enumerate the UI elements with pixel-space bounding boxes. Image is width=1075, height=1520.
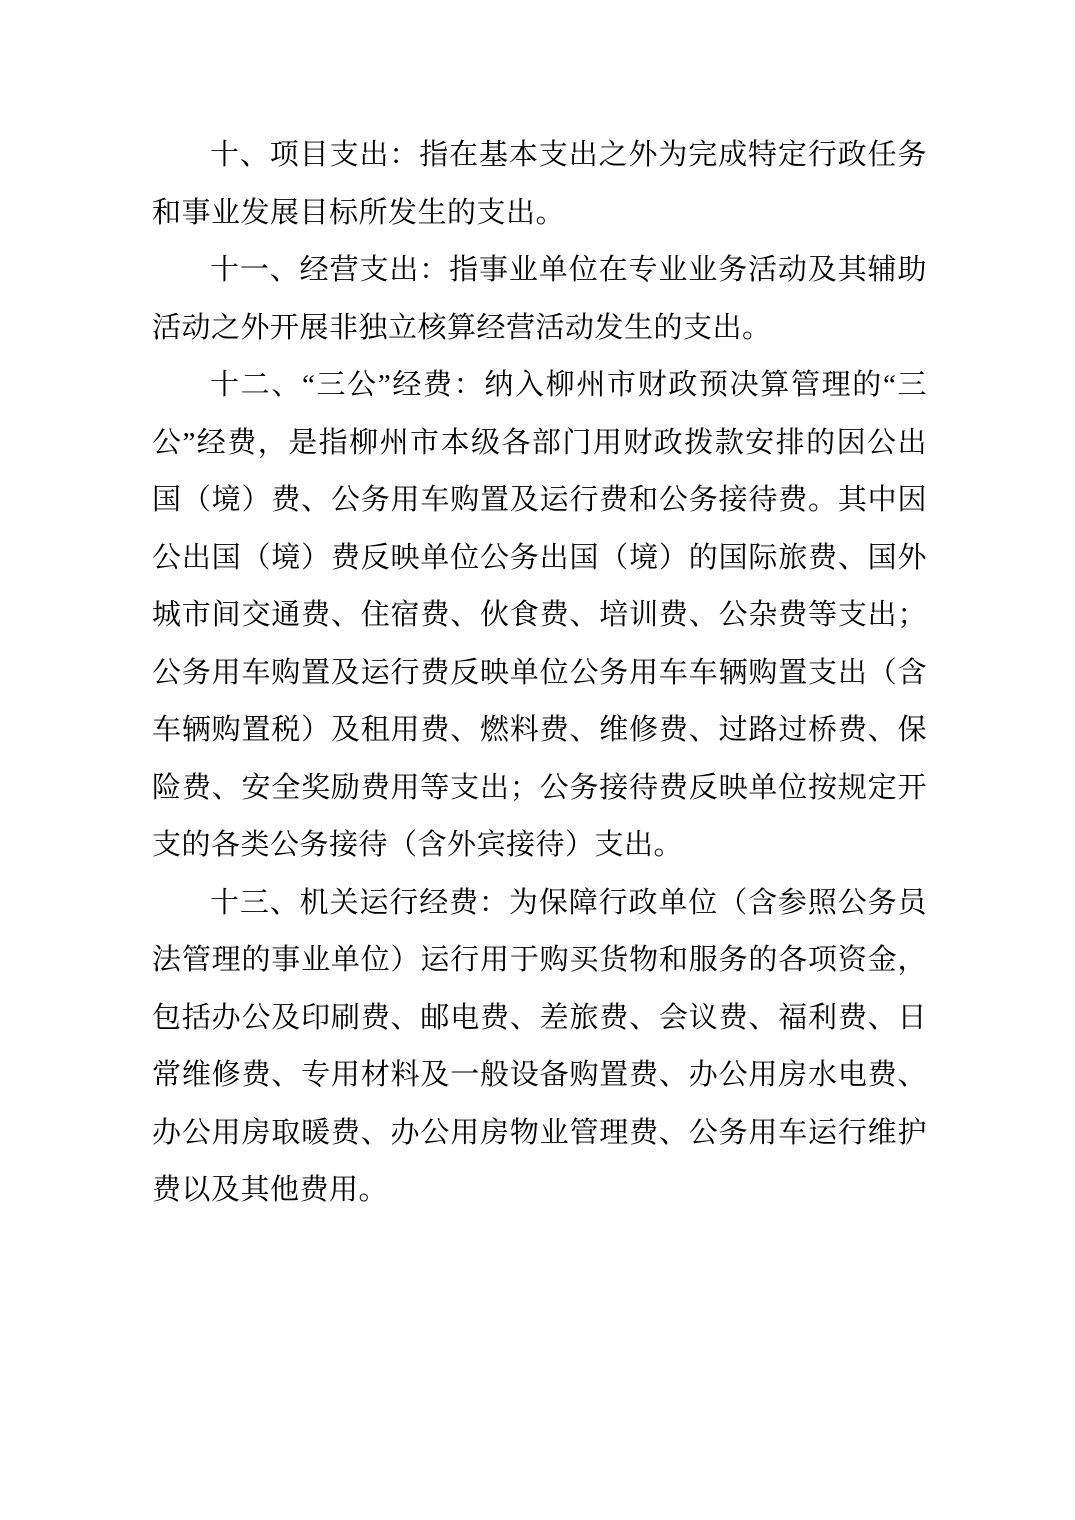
paragraph-3-line-5: 城市间交通费、住宿费、伙食费、培训费、公杂费等支出； — [152, 599, 927, 631]
paragraph-3-line-8: 险费、安全奖励费用等支出；公务接待费反映单位按规定开 — [152, 771, 927, 804]
paragraph-3-line-1: 十二、“三公”经费：纳入柳州市财政预决算管理的“三 — [210, 369, 927, 401]
paragraph-4-line-4: 常维修费、专用材料及一般设备购置费、办公用房水电费、 — [152, 1059, 927, 1091]
paragraph-3-line-7: 车辆购置税）及租用费、燃料费、维修费、过路过桥费、保 — [152, 714, 927, 746]
paragraph-1-line-2: 和事业发展目标所发生的支出。 — [152, 196, 566, 229]
paragraph-4-line-5: 办公用房取暖费、办公用房物业管理费、公务用车运行维护 — [152, 1116, 927, 1149]
paragraph-2-line-2: 活动之外开展非独立核算经营活动发生的支出。 — [152, 311, 772, 344]
paragraph-4-line-2: 法管理的事业单位）运行用于购买货物和服务的各项资金， — [152, 944, 927, 976]
paragraph-3-line-2: 公”经费，是指柳州市本级各部门用财政拨款安排的因公出 — [152, 426, 927, 459]
paragraph-2-line-1: 十一、经营支出：指事业单位在专业业务活动及其辅助 — [210, 254, 927, 286]
paragraph-4-line-1: 十三、机关运行经费：为保障行政单位（含参照公务员 — [210, 886, 927, 919]
paragraph-3-line-4: 公出国（境）费反映单位公务出国（境）的国际旅费、国外 — [152, 541, 927, 574]
paragraph-3-line-9: 支的各类公务接待（含外宾接待）支出。 — [152, 829, 684, 861]
paragraph-4-line-6: 费以及其他费用。 — [152, 1174, 389, 1206]
document-body — [152, 127, 927, 1220]
paragraph-3-line-3: 国（境）费、公务用车购置及运行费和公务接待费。其中因 — [152, 484, 927, 516]
paragraph-3-line-6: 公务用车购置及运行费反映单位公务用车车辆购置支出（含 — [152, 656, 927, 689]
paragraph-1-line-1: 十、项目支出：指在基本支出之外为完成特定行政任务 — [210, 139, 927, 171]
paragraph-4-line-3: 包括办公及印刷费、邮电费、差旅费、会议费、福利费、日 — [152, 1001, 927, 1034]
